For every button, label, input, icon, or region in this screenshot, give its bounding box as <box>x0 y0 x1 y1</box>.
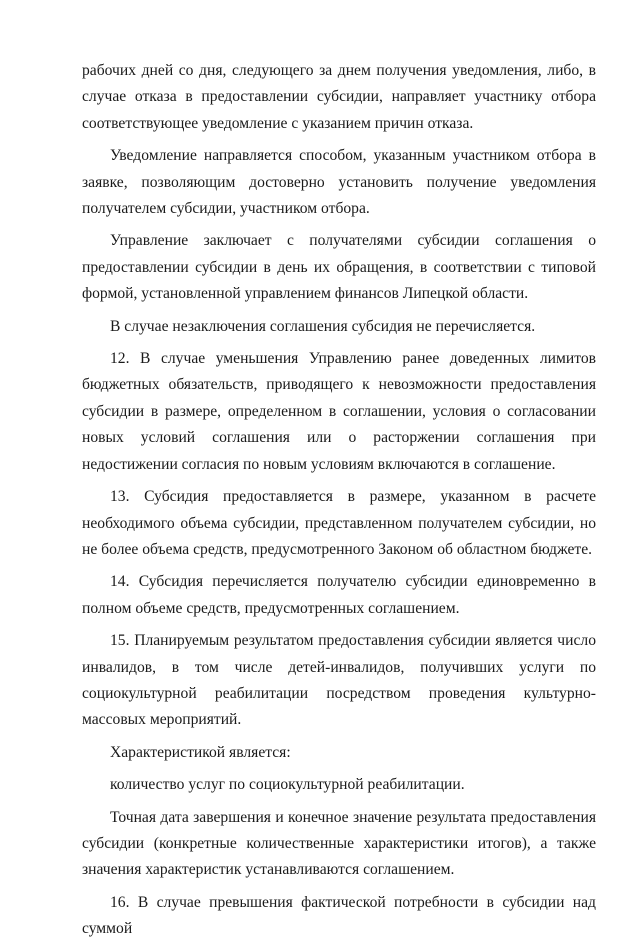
paragraph-item-16: 16. В случае превышения фактической потребности в субсидии над суммой <box>82 893 596 938</box>
document-page <box>82 58 596 943</box>
paragraph-item-15: 15. Планируемым результатом предоставления субсидии является число инвалидов, в том числе детей-инвалидов, получивших услуги по социокультурной реабилитации посредством проведения культурно-массовых мероприятий. <box>82 632 596 729</box>
paragraph-notification-method: Уведомление направляется способом, указанным участником отбора в заявке, позволяющим достоверно установить получение уведомления получателем субсидии, участником отбора. <box>82 147 596 218</box>
paragraph-completion-date: Точная дата завершения и конечное значение результата предоставления субсидии (конкретные количественные характеристики итогов), а также значения характеристик устанавливаются соглашением. <box>82 808 596 879</box>
paragraph-continuation: рабочих дней со дня, следующего за днем получения уведомления, либо, в случае отказа в предоставлении субсидии, направляет участнику отбора соответствующее уведомление с указанием причин отказа. <box>82 62 596 132</box>
paragraph-item-12: 12. В случае уменьшения Управлению ранее доведенных лимитов бюджетных обязательств, приводящего к невозможности предоставления субсидии в размере, определенном в соглашении, условия о согласовании новых условий соглашения или о расторжении соглашения при недостижении согласия по новым условиям включаются в соглашение. <box>82 350 596 473</box>
paragraph-characteristic-item: количество услуг по социокультурной реабилитации. <box>110 776 465 794</box>
paragraph-agreement-conclusion: Управление заключает с получателями субсидии соглашения о предоставлении субсидии в день их обращения, в соответствии с типовой формой, установленной управлением финансов Липецкой области. <box>82 232 596 303</box>
paragraph-item-13: 13. Субсидия предоставляется в размере, указанном в расчете необходимого объема субсидии, представленном получателем субсидии, но не более объема средств, предусмотренного Законом об областном бюджете. <box>82 488 596 558</box>
paragraph-item-14: 14. Субсидия перечисляется получателю субсидии единовременно в полном объеме средств, предусмотренных соглашением. <box>82 573 596 617</box>
paragraph-characteristic-heading: Характеристикой является: <box>110 743 291 761</box>
paragraph-no-agreement: В случае незаключения соглашения субсидия не перечисляется. <box>110 317 536 335</box>
